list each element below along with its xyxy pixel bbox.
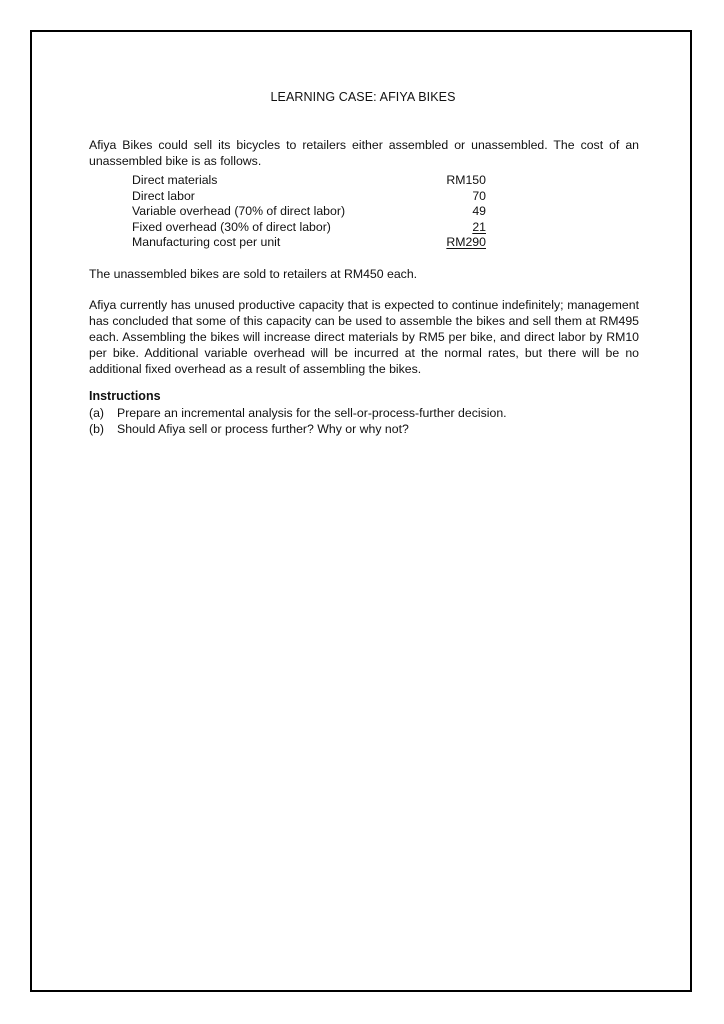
instructions-heading: Instructions — [89, 389, 161, 403]
cost-label: Manufacturing cost per unit — [132, 235, 281, 250]
cost-amount-value: 70 — [472, 188, 486, 203]
cost-amount — [416, 204, 486, 220]
instructions-list — [89, 405, 649, 437]
instruction-letter: (b) — [89, 422, 105, 436]
cost-label: Variable overhead (70% of direct labor) — [132, 204, 346, 219]
cost-label: Direct materials — [132, 173, 218, 187]
cost-row — [132, 220, 486, 236]
cost-table — [132, 173, 486, 251]
instruction-text: Should Afiya sell or process further? Why or why not? — [117, 422, 409, 436]
cost-total-value: RM290 — [446, 235, 486, 250]
cost-amount-value: RM150 — [446, 173, 486, 187]
instruction-item — [89, 405, 649, 421]
cost-label: Direct labor — [132, 188, 195, 203]
case-title: LEARNING CASE: AFIYA BIKES — [270, 90, 456, 104]
cost-amount — [416, 173, 486, 189]
cost-row-total — [132, 235, 486, 251]
page-border — [30, 30, 692, 992]
cost-label: Fixed overhead (30% of direct labor) — [132, 219, 331, 234]
instruction-item — [89, 421, 649, 437]
cost-row — [132, 189, 486, 205]
instruction-text: Prepare an incremental analysis for the sell-or-process-further decision. — [117, 406, 507, 420]
cost-amount — [416, 189, 486, 205]
cost-row — [132, 204, 486, 220]
cost-amount-value: 21 — [472, 219, 486, 234]
intro-paragraph: Afiya Bikes could sell its bicycles to retailers either assembled or unassembled. The cost of an unassembled bike is as follows. — [89, 138, 639, 168]
cost-row — [132, 173, 486, 189]
cost-amount — [416, 235, 486, 251]
cost-amount — [416, 220, 486, 236]
sales-statement: The unassembled bikes are sold to retailers at RM450 each. — [89, 267, 418, 281]
cost-amount-value: 49 — [472, 204, 486, 219]
capacity-paragraph: Afiya currently has unused productive capacity that is expected to continue indefinitely; management has concluded that some of this capacity can be used to assemble the bikes and sell them at RM495 each. Assembling the bikes will increase direct materials by RM5 per bike, and direct labor by RM10 per bike. Additional variable overhead will be incurred at the normal rates, but there will be no additional fixed overhead as a result of assembling the bikes. — [89, 298, 639, 376]
instruction-letter: (a) — [89, 406, 105, 420]
